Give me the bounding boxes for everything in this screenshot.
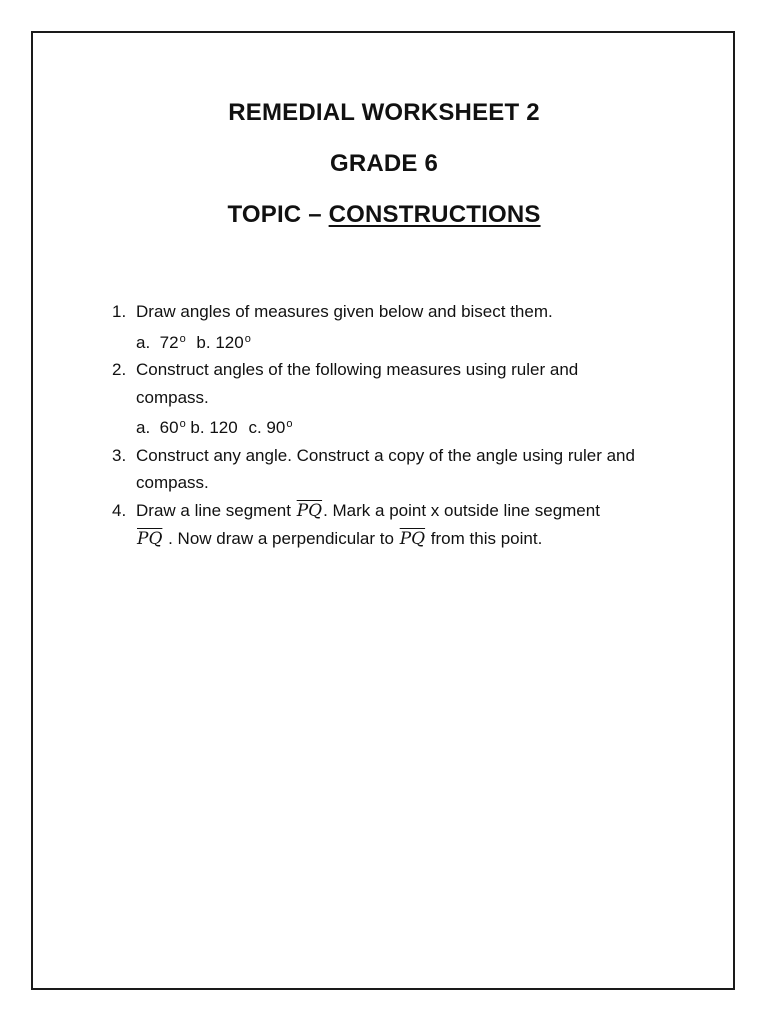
question-options: a. 60$^o$ b. 120 c. 90$^o$ [136, 418, 293, 437]
degree-symbol: o [244, 332, 251, 345]
question-options: a. 72$^o$ b. 120$^o$ [136, 332, 251, 352]
question-4 [112, 497, 702, 554]
worksheet-title: REMEDIAL WORKSHEET 2 [228, 99, 540, 126]
question-text-continued: compass. [136, 473, 209, 492]
topic-heading [0, 200, 768, 230]
question-number: 4. [112, 500, 127, 520]
question-text: Construct angles of the following measures using ruler and [136, 360, 579, 379]
question-list [112, 298, 702, 554]
degree-symbol: o [286, 418, 293, 430]
question-number: 1. [112, 302, 127, 321]
topic-name: CONSTRUCTIONS [328, 201, 541, 228]
segment-pq: $\overline{PQ}$ [137, 529, 163, 549]
segment-pq: $\overline{PQ}$ [399, 529, 426, 549]
grade-heading: GRADE 6 [329, 150, 439, 177]
question-text: Construct any angle. Construct a copy of the angle using ruler and [136, 445, 635, 465]
question-text-continued: compass. [136, 387, 209, 407]
question-number: 3. [112, 445, 127, 465]
question-text: Draw angles of measures given below and bisect them. [136, 302, 553, 321]
segment-pq: $\overline{PQ}$ [296, 500, 323, 521]
question-text-continued: $\overline{PQ}$ . Now draw a perpendicular to $\overline{PQ}$ from this point. [137, 529, 543, 549]
question-number: 2. [112, 360, 127, 379]
degree-symbol: o [179, 418, 186, 430]
degree-symbol: o [179, 332, 186, 345]
question-text: Draw a line segment $\overline{PQ}$. Mark a point x outside line segment [136, 500, 600, 521]
question-1 [112, 298, 702, 356]
question-3 [112, 442, 702, 497]
question-2 [112, 356, 702, 442]
topic-prefix: TOPIC – [227, 201, 329, 228]
